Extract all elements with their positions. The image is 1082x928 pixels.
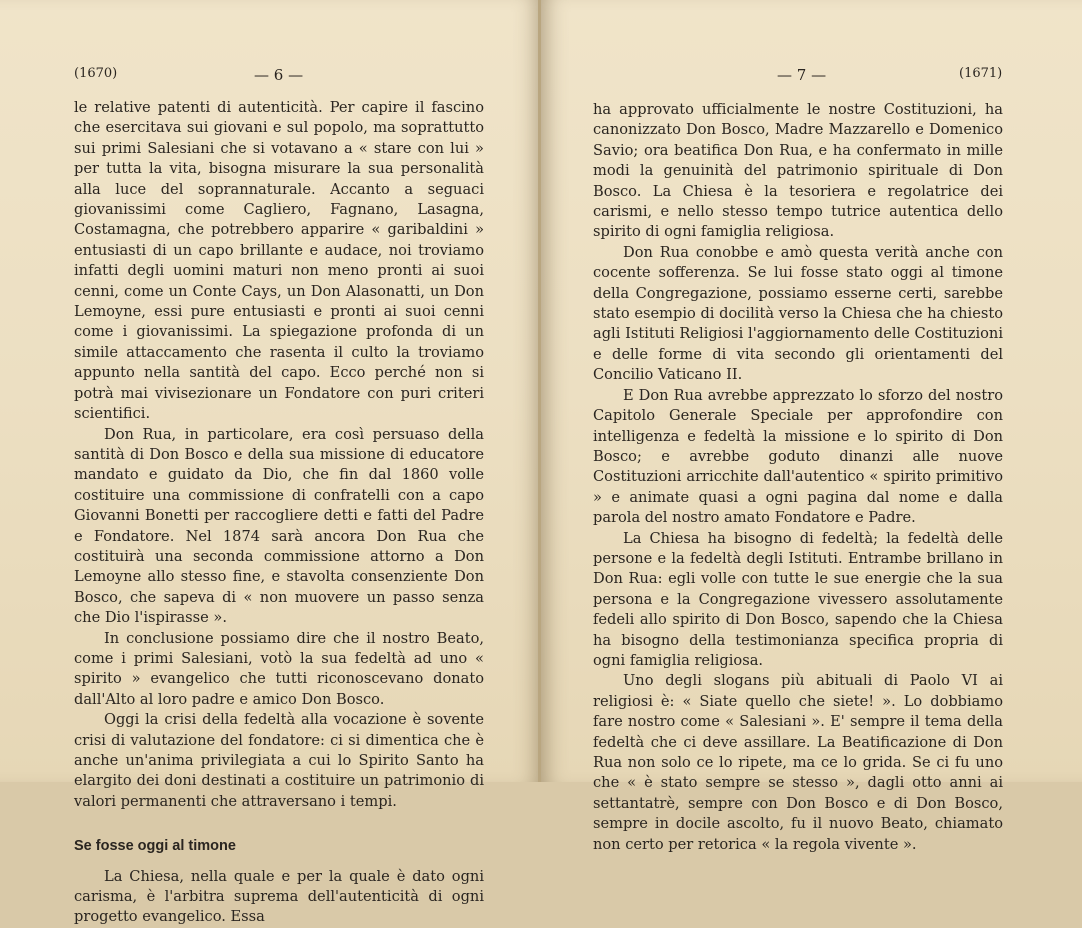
paragraph: le relative patenti di autenticità. Per capire il fascino che esercitava sui giovani e sul popolo, ma soprattutto sui primi Salesiani che si votavano a « stare con lui » per tutta la vita, bisogna misurare la sua personalità alla luce del soprannaturale. Accanto a seguaci giovanissimi come Cagliero, Fagnano, Lasagna, Costamagna, che potrebbero apparire « garibaldini » entusiasti di un capo brillante e audace, noi troviamo infatti degli uomini maturi non meno pronti ai suoi cenni, come un Conte Cays, un Don Alasonatti, un Don Lemoyne, essi pure entusiasti e pronti ai suoi cenni come i giovanissimi. La spiegazione profonda di un simile attaccamento che rasenta il culto la troviamo appunto nella santità del capo. Ecco perché non si potrà mai vivisezionare un Fondatore con puri criteri scientifici. [74, 99, 484, 423]
page-code-left: (1670) [74, 66, 118, 81]
page-number-left: — 6 — [254, 66, 304, 84]
right-page-body [593, 100, 1003, 855]
paragraph: In conclusione possiamo dire che il nostro Beato, come i primi Salesiani, votò la sua fedeltà ad uno « spirito » evangelico che tutti riconoscevano donato dall'Alto al loro padre e amico Don Bosco. [74, 629, 484, 708]
left-page [0, 0, 541, 926]
page-code-right: (1671) [959, 66, 1003, 81]
paragraph: La Chiesa, nella quale e per la quale è dato ogni carisma, è l'arbitra suprema dell'autenticità di ogni progetto evangelico. Essa [74, 867, 484, 926]
left-page-body [74, 98, 484, 928]
paragraph: Don Rua, in particolare, era così persuaso della santità di Don Bosco e della sua missione di educatore mandato e guidato da Dio, che fin dal 1860 volle costituire una commissione di confratelli con a capo Giovanni Bonetti per raccogliere detti e fatti del Padre e Fondatore. Nel 1874 sarà ancora Don Rua che costituirà una seconda commissione attorno a Don Lemoyne allo stesso fine, e stavolta consenziente Don Bosco, che sapeva di « non muovere un passo senza che Dio l'ispirasse ». [74, 425, 484, 627]
page-number-right: — 7 — [777, 66, 827, 84]
paragraph: Oggi la crisi della fedeltà alla vocazione è sovente crisi di valutazione del fondatore: ci si dimentica che è anche un'anima privilegiata a cui lo Spirito Santo ha elargito dei doni destinati a costituire un patrimonio di valori permanenti che attraversano i tempi. [74, 711, 484, 810]
paragraph: Uno degli slogans più abituali di Paolo VI ai religiosi è: « Siate quello che siete! ». Lo dobbiamo fare nostro come « Salesiani ». E' sempre il tema della fedeltà che ci deve assillare. La Beatificazione di Don Rua non solo ce lo ripete, ma ce lo grida. Se ci fu uno che « è stato sempre se stesso », dagli otto anni ai settantatrè, sempre con Don Bosco e di Don Bosco, sempre in docile ascolto, fu il nuovo Beato, chiamato non certo per retorica « la regola vivente ». [593, 672, 1003, 853]
paragraph: La Chiesa ha bisogno di fedeltà; la fedeltà delle persone e la fedeltà degli Istituti. Entrambe brillano in Don Rua: egli volle con tutte le sue energie che la sua persona e la Congregazione vivessero assolutamente fedeli allo spirito di Don Bosco, sapendo che la Chiesa ha bisogno della testimonianza specifica propria di ogni famiglia religiosa. [593, 529, 1003, 669]
paragraph: E Don Rua avrebbe apprezzato lo sforzo del nostro Capitolo Generale Speciale per approfondire con intelligenza e fedeltà la missione e lo spirito di Don Bosco; e avrebbe goduto dinanzi alle nuove Costituzioni arricchite dall'autentico « spirito primitivo » e animate quasi a ogni pagina dal nome e dalla parola del nostro amato Fondatore e Padre. [593, 386, 1003, 527]
paragraph: ha approvato ufficialmente le nostre Costituzioni, ha canonizzato Don Bosco, Madre Mazzarello e Domenico Savio; ora beatifica Don Rua, e ha confermato in mille modi la genuinità del patrimonio spirituale di Don Bosco. La Chiesa è la tesoriera e regolatrice dei carismi, e nello stesso tempo tutrice autentica dello spirito di ogni famiglia religiosa. [593, 101, 1003, 241]
right-page [541, 0, 1082, 853]
paragraph: Don Rua conobbe e amò questa verità anche con cocente sofferenza. Se lui fosse stato oggi al timone della Congregazione, possiamo esserne certi, sarebbe stato esempio di docilità verso la Chiesa che ha chiesto agli Istituti Religiosi l'aggiornamento delle Costituzioni e delle forme di vita secondo gli orientamenti del Concilio Vaticano II. [593, 243, 1003, 384]
section-heading: Se fosse oggi al timone [74, 838, 236, 855]
